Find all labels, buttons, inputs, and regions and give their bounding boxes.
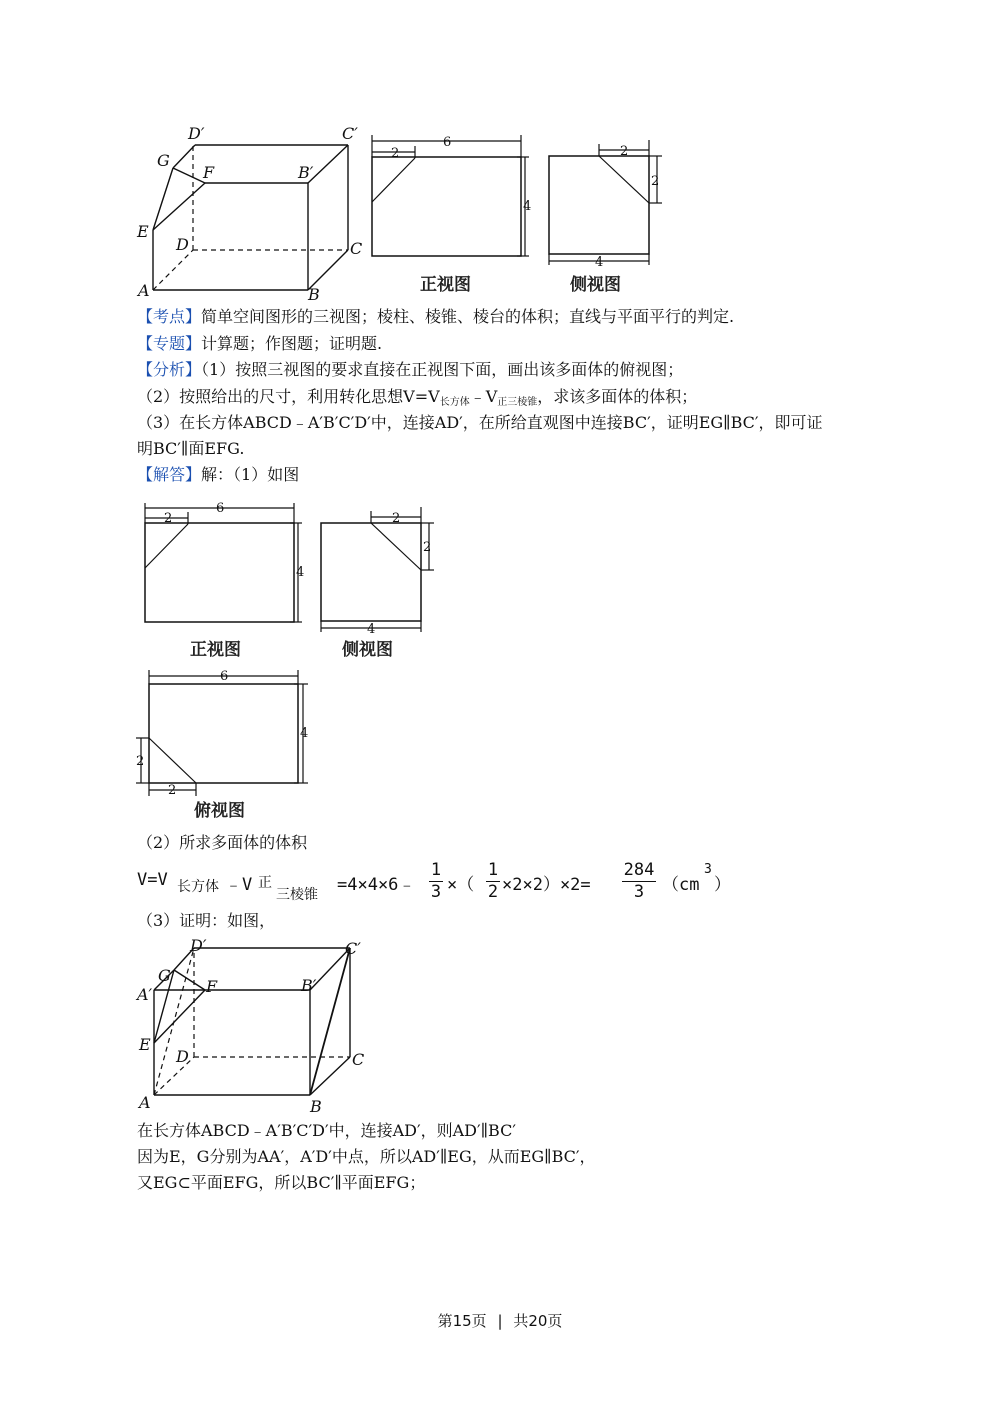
proof-line-3	[137, 1172, 425, 1194]
vertex-label-f: F	[203, 163, 215, 182]
kaodian-line	[137, 306, 734, 328]
frac2-den: 2	[487, 882, 499, 902]
kaodian-tag: 【考点】	[137, 307, 202, 326]
vertex-label-b: B	[308, 285, 320, 304]
top-view-cut-width-dim: 2	[168, 783, 177, 798]
formula-sub-zheng: 正	[258, 875, 272, 891]
part3-text: （3）证明：如图，	[137, 911, 276, 930]
front-view-2-height-dim: 4	[296, 565, 305, 580]
fenxi-line-2	[137, 386, 697, 414]
fenxi-text-1: （1）按照三视图的要求直接在正视图下面，画出该多面体的俯视图；	[201, 360, 684, 379]
front-view-width-dim: 6	[443, 135, 452, 150]
front-view-figure-1	[365, 130, 540, 300]
top-view-label: 俯视图	[194, 801, 245, 821]
front-view-figure-2	[138, 498, 313, 663]
front-view-2-cut-dim: 2	[164, 511, 173, 526]
top-view-width-dim: 6	[220, 669, 229, 684]
proof-vertex-a: A	[139, 1093, 151, 1112]
top-view-cut-height-dim: 2	[136, 754, 145, 769]
proof-line-2	[137, 1146, 596, 1168]
fenxi-text-2a: （2）按照给出的尺寸，利用转化思想V=V	[137, 387, 440, 406]
zhuanti-line	[137, 333, 382, 355]
formula-unit-exp: 3	[704, 862, 712, 877]
fenxi-line-3b	[137, 438, 244, 460]
side-view-2-width-dim: 4	[367, 622, 376, 637]
formula-unit-end: ）	[714, 875, 731, 895]
part3-line	[137, 910, 275, 932]
proof-line-1	[137, 1120, 516, 1142]
proof-vertex-g: G	[158, 966, 171, 985]
vertex-label-c: C	[350, 239, 363, 258]
vertex-label-e: E	[137, 222, 149, 241]
side-view-width-dim: 4	[595, 255, 604, 270]
side-view-figure-2	[312, 503, 442, 663]
formula-rest-3: ×2×2）×2=	[502, 875, 591, 895]
vertex-label-a: A	[138, 281, 150, 300]
proof-text-1: 在长方体ABCD﹣A′B′C′D′中，连接AD′，则AD′∥BC′	[137, 1121, 516, 1140]
formula-unit: （cm	[662, 875, 700, 895]
proof-vertex-d-prime: D′	[190, 936, 207, 955]
top-view-figure-2	[132, 665, 317, 825]
proof-text-3: 又EG⊂平面EFG，所以BC′∥平面EFG；	[137, 1173, 426, 1192]
proof-text-2: 因为E，G分别为AA′，A′D′中点，所以AD′∥EG，从而EG∥BC′，	[137, 1147, 596, 1166]
formula-sub-cuboid: 长方体	[177, 879, 219, 895]
page-footer	[0, 1310, 1000, 1331]
proof-perspective-figure	[130, 935, 375, 1120]
proof-vertex-e: E	[139, 1035, 151, 1054]
page-total: 共20页	[513, 1312, 563, 1330]
top-view-height-dim: 4	[300, 726, 309, 741]
proof-vertex-f: F	[206, 977, 218, 996]
fenxi-text-2b: ﹣V	[469, 387, 498, 406]
frac3-num: 284	[623, 860, 655, 880]
proof-vertex-b-prime: B′	[301, 976, 317, 995]
fenxi-line-1	[137, 359, 683, 381]
side-view-2-cut-height-dim: 2	[423, 540, 432, 555]
vertex-label-b-prime: B′	[298, 163, 314, 182]
formula-lhs: V=V	[137, 870, 168, 890]
fenxi-text-3b: 明BC′∥面EFG.	[137, 439, 245, 458]
side-view-2-label: 侧视图	[342, 640, 393, 660]
proof-vertex-c-prime: C′	[345, 939, 361, 958]
kaodian-text: 简单空间图形的三视图；棱柱、棱锥、棱台的体积；直线与平面平行的判定.	[201, 307, 735, 326]
side-view-cut-width-dim: 2	[620, 144, 629, 159]
side-view-figure-1	[540, 135, 670, 300]
frac1-num: 1	[430, 860, 442, 880]
fenxi-text-3: （3）在长方体ABCD﹣A′B′C′D′中，连接AD′，在所给直观图中连接BC′，证明EG∥BC′，即可证	[137, 413, 823, 432]
front-view-height-dim: 4	[523, 199, 532, 214]
vertex-label-g: G	[157, 151, 170, 170]
jieda-text: 解：（1）如图	[201, 465, 300, 484]
side-view-label: 侧视图	[570, 275, 621, 295]
frac2-num: 1	[487, 860, 499, 880]
fenxi-sub-cuboid: 长方体	[439, 397, 470, 408]
fenxi-text-2c: ，求该多面体的体积；	[537, 387, 698, 406]
footer-separator: |	[497, 1312, 503, 1330]
vertex-label-d-prime: D′	[188, 124, 205, 143]
vertex-label-c-prime: C′	[342, 124, 358, 143]
frac1-den: 3	[430, 882, 442, 902]
front-view-2-label: 正视图	[190, 640, 241, 660]
jieda-line	[137, 464, 299, 486]
part2-line	[137, 832, 307, 854]
formula-minus: ﹣V	[225, 875, 253, 895]
proof-vertex-d: D	[176, 1047, 189, 1066]
fenxi-line-3	[137, 412, 823, 434]
side-view-2-cut-width-dim: 2	[392, 511, 401, 526]
zhuanti-tag: 【专题】	[137, 334, 202, 353]
vertex-label-d: D	[176, 235, 189, 254]
frac3-den: 3	[633, 882, 645, 902]
formula-sub-pyramid: 三棱锥	[276, 887, 318, 903]
proof-vertex-b: B	[310, 1097, 322, 1116]
fenxi-sub-pyramid: 正三棱锥	[497, 397, 538, 408]
polyhedron-perspective-figure	[130, 120, 370, 305]
proof-vertex-c: C	[352, 1050, 365, 1069]
front-view-cut-dim: 2	[391, 146, 400, 161]
front-view-2-width-dim: 6	[216, 501, 225, 516]
formula-rest-2: ×（	[447, 875, 475, 895]
zhuanti-text: 计算题；作图题；证明题.	[201, 334, 383, 353]
jieda-tag: 【解答】	[137, 465, 202, 484]
proof-vertex-a-prime: A′	[137, 985, 153, 1004]
front-view-label: 正视图	[420, 275, 471, 295]
part2-text: （2）所求多面体的体积	[137, 833, 308, 852]
formula-rest-1: =4×4×6﹣	[337, 875, 416, 895]
page-number: 第15页	[437, 1312, 487, 1330]
side-view-cut-height-dim: 2	[651, 174, 660, 189]
fenxi-tag: 【分析】	[137, 360, 202, 379]
